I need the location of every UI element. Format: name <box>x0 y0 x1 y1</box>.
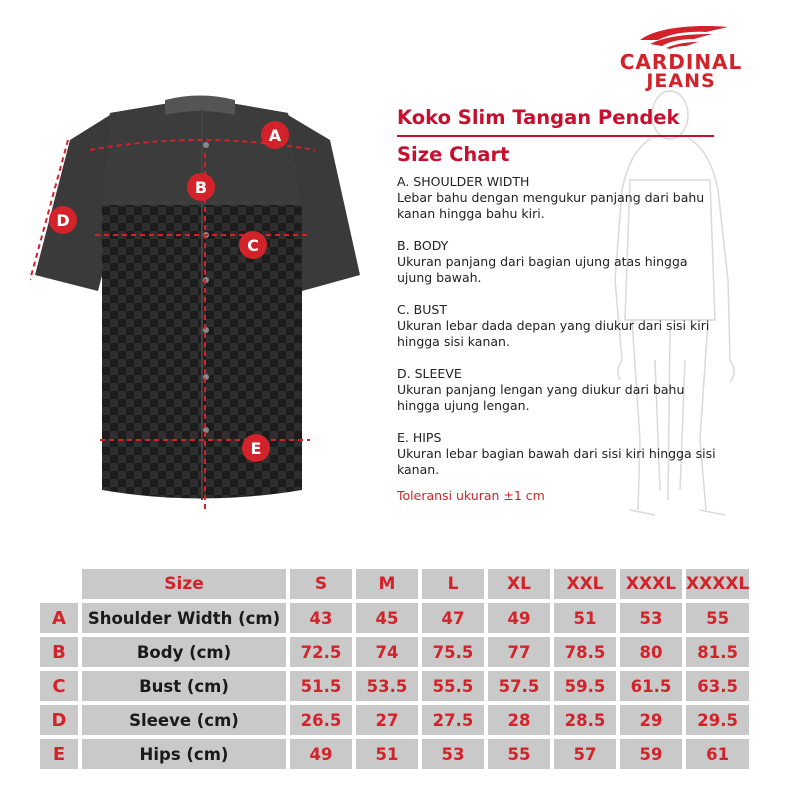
tolerance-note: Toleransi ukuran ±1 cm <box>397 488 545 503</box>
size-header: Size <box>82 569 286 599</box>
marker-d-label: D <box>56 211 70 230</box>
size-column-header: L <box>422 569 484 599</box>
row-label: Body (cm) <box>82 637 286 667</box>
size-column-header: XXXL <box>620 569 682 599</box>
row-letter: A <box>40 603 78 633</box>
table-cell: 78.5 <box>554 637 616 667</box>
table-row <box>40 603 749 633</box>
table-cell: 81.5 <box>686 637 749 667</box>
row-letter: C <box>40 671 78 701</box>
table-cell: 74 <box>356 637 418 667</box>
size-column-header: XXL <box>554 569 616 599</box>
size-column-header: XXXXL <box>686 569 749 599</box>
definition-sleeve <box>397 366 717 414</box>
table-cell: 53 <box>620 603 682 633</box>
table-cell: 75.5 <box>422 637 484 667</box>
marker-a-label: A <box>268 126 282 145</box>
definition-heading: E. HIPS <box>397 430 442 445</box>
table-cell: 72.5 <box>290 637 352 667</box>
table-cell: 55 <box>686 603 749 633</box>
marker-e <box>242 434 270 462</box>
definition-heading: B. BODY <box>397 238 449 253</box>
table-cell: 61 <box>686 739 749 769</box>
table-cell: 51.5 <box>290 671 352 701</box>
table-row <box>40 671 749 701</box>
marker-b <box>187 173 215 201</box>
table-cell: 29 <box>620 705 682 735</box>
definition-text: Ukuran panjang dari bagian ujung atas hingga ujung bawah. <box>397 254 688 285</box>
table-cell: 55 <box>488 739 550 769</box>
table-row <box>40 705 749 735</box>
definition-heading: C. BUST <box>397 302 447 317</box>
table-cell: 49 <box>290 739 352 769</box>
table-row <box>40 637 749 667</box>
product-title: Koko Slim Tangan Pendek <box>397 106 680 129</box>
table-cell: 77 <box>488 637 550 667</box>
table-cell: 61.5 <box>620 671 682 701</box>
definition-heading: A. SHOULDER WIDTH <box>397 174 530 189</box>
table-corner <box>40 569 78 599</box>
table-cell: 57 <box>554 739 616 769</box>
table-cell: 43 <box>290 603 352 633</box>
table-cell: 59.5 <box>554 671 616 701</box>
row-label: Sleeve (cm) <box>82 705 286 735</box>
table-cell: 27 <box>356 705 418 735</box>
table-cell: 49 <box>488 603 550 633</box>
definition-bust <box>397 302 717 350</box>
title-divider <box>397 135 714 137</box>
table-cell: 28.5 <box>554 705 616 735</box>
logo-swoosh-icon <box>636 24 731 50</box>
row-letter: B <box>40 637 78 667</box>
measurement-definitions <box>397 174 717 478</box>
row-letter: D <box>40 705 78 735</box>
table-row <box>40 739 749 769</box>
size-column-header: M <box>356 569 418 599</box>
table-header-row <box>40 569 749 599</box>
row-label: Shoulder Width (cm) <box>82 603 286 633</box>
table-cell: 55.5 <box>422 671 484 701</box>
definition-body <box>397 238 717 286</box>
brand-name-line1: CARDINAL <box>619 50 743 74</box>
table-cell: 26.5 <box>290 705 352 735</box>
definition-heading: D. SLEEVE <box>397 366 462 381</box>
marker-d <box>49 206 77 234</box>
description-panel <box>397 106 717 503</box>
table-cell: 57.5 <box>488 671 550 701</box>
table-cell: 29.5 <box>686 705 749 735</box>
table-cell: 80 <box>620 637 682 667</box>
definition-text: Ukuran panjang lengan yang diukur dari bahu hingga ujung lengan. <box>397 382 685 413</box>
marker-e-label: E <box>250 439 262 458</box>
size-table <box>36 565 753 773</box>
marker-b-label: B <box>194 178 208 197</box>
row-label: Bust (cm) <box>82 671 286 701</box>
row-letter: E <box>40 739 78 769</box>
left-sleeve <box>35 115 110 291</box>
table-cell: 28 <box>488 705 550 735</box>
definition-hips <box>397 430 717 478</box>
definition-text: Ukuran lebar dada depan yang diukur dari sisi kiri hingga sisi kanan. <box>397 318 710 349</box>
marker-c <box>239 231 267 259</box>
marker-a <box>261 121 289 149</box>
table-cell: 47 <box>422 603 484 633</box>
marker-c-label: C <box>247 236 259 255</box>
table-cell: 53 <box>422 739 484 769</box>
definition-text: Ukuran lebar bagian bawah dari sisi kiri hingga sisi kanan. <box>397 446 716 477</box>
shirt-diagram <box>30 95 375 525</box>
size-column-header: XL <box>488 569 550 599</box>
definition-shoulder-width <box>397 174 717 222</box>
table-cell: 27.5 <box>422 705 484 735</box>
definition-text: Lebar bahu dengan mengukur panjang dari bahu kanan hingga bahu kiri. <box>397 190 705 221</box>
table-cell: 45 <box>356 603 418 633</box>
brand-name-line2: JEANS <box>646 70 716 92</box>
size-column-header: S <box>290 569 352 599</box>
row-label: Hips (cm) <box>82 739 286 769</box>
table-cell: 53.5 <box>356 671 418 701</box>
size-chart-title: Size Chart <box>397 143 510 166</box>
table-cell: 63.5 <box>686 671 749 701</box>
table-cell: 51 <box>356 739 418 769</box>
table-cell: 59 <box>620 739 682 769</box>
table-cell: 51 <box>554 603 616 633</box>
